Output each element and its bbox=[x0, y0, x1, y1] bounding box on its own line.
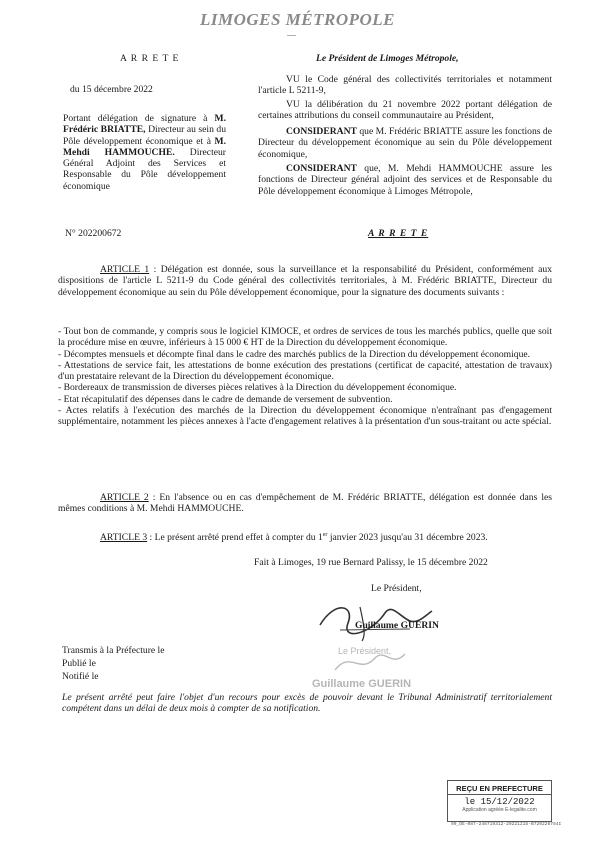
list-item: - Bordereaux de transmission de diverses pièces relatives à la Direction du développement économique. bbox=[58, 382, 457, 394]
list-item: - Actes relatifs à l'exécution des marchés de la Direction du développement économique n'entraînant pas d'engagement supplémentaire, notamment les pièces annexes à l'acte d'engagement relatives à la présentation d'un sous-traitant ou acte spécial. bbox=[58, 405, 552, 428]
decision-number: N° 202200672 bbox=[65, 228, 122, 239]
decision-date: du 15 décembre 2022 bbox=[70, 84, 153, 95]
vu-deliberation: VU la délibération du 21 novembre 2022 portant délégation de certaines attributions du conseil communautaire au Président, bbox=[258, 99, 552, 122]
list-item: - Tout bon de commande, y compris sous le logiciel KIMOCE, et ordres de services de tous les marchés publics, quelle que soit la procédure mise en œuvre, inférieurs à 15 000 € HT de la Direction du développement économique. bbox=[58, 326, 552, 349]
transmission-notification: Notifié le bbox=[62, 671, 99, 682]
decision-subject bbox=[63, 113, 226, 192]
article-2-label: ARTICLE 2 bbox=[100, 492, 149, 503]
transmission-publication: Publié le bbox=[62, 658, 96, 669]
subject-name-hammouche: M. Mehdi HAMMOUCHE. bbox=[63, 135, 226, 158]
arrete-heading: A R R E T E bbox=[368, 228, 429, 239]
list-item: - Décomptes mensuels et décompte final dans le cadre des marchés publics de la Direction du développement économique. bbox=[58, 348, 531, 360]
signatory-name: Guillaume GUERIN bbox=[355, 620, 439, 631]
stamp-scribble bbox=[330, 640, 410, 680]
article-1-label: ARTICLE 1 bbox=[100, 264, 150, 275]
president-title: Le Président de Limoges Métropole, bbox=[316, 53, 459, 64]
article-3: ARTICLE 3 : Le présent arrêté prend effet à compter du 1er janvier 2023 jusqu'au 31 décembre 2023. bbox=[100, 532, 488, 544]
header-divider: — bbox=[287, 30, 296, 40]
subject-part-3: Directeur Général Adjoint des Services et Responsable du Pôle développement économique bbox=[63, 146, 226, 192]
list-item: - Attestations de service fait, les attestations de bonne exécution des prestations (certificat de capacité, attestation de travaux) d'un prestataire relevant de la Direction du développement économique. bbox=[58, 359, 552, 383]
article-3-label: ARTICLE 3 bbox=[100, 532, 148, 544]
article-1-text: : Délégation est donnée, sous la surveillance et la responsabilité du Président, conformément aux dispositions de l'article L 5211-9 du Code général des collectivités territoriales, à M. Frédéric BRIATTE, Directeur du développement économique au sein du Pôle développement économique, pour la signature des documents suivants : bbox=[58, 264, 552, 298]
stamp-title: REÇU EN PREFECTURE bbox=[448, 784, 551, 795]
article-2 bbox=[58, 492, 552, 515]
arrete-title: A R R E T E bbox=[120, 53, 180, 64]
article-2-text: : En l'absence ou en cas d'empêchement de M. Frédéric BRIATTE, délégation est donnée dans les mêmes conditions à M. Mehdi HAMMOUCHE. bbox=[58, 492, 552, 515]
subject-part-2: Directeur au sein du Pôle développement économique et à bbox=[63, 124, 226, 147]
stamp-role: Le Président, bbox=[338, 646, 392, 656]
stamp-name: Guillaume GUERIN bbox=[312, 678, 412, 690]
stamp-id: 99_DE-087-248719312-20221215-B720226784I bbox=[451, 822, 562, 827]
prefecture-stamp bbox=[447, 780, 552, 822]
signatory-role: Le Président, bbox=[371, 583, 422, 594]
organization-header: LIMOGES MÉTROPOLE bbox=[199, 10, 396, 29]
document-list bbox=[58, 326, 552, 428]
considerant-briatte: CONSIDERANT que M. Frédéric BRIATTE assure les fonctions de Directeur du développement économique au sein du Pôle développement économique, bbox=[258, 126, 552, 160]
stamp-date: le 15/12/2022 bbox=[464, 797, 535, 807]
stamp-app: Application agréée E-legalite.com bbox=[462, 807, 537, 813]
considerant-hammouche: CONSIDERANT que, M. Mehdi HAMMOUCHE assure les fonctions de Directeur général adjoint des services et de Responsable du Pôle développement économique à Limoges Métropole, bbox=[258, 163, 552, 197]
list-item: - Etat récapitulatif des dépenses dans le cadre de demande de versement de subvention. bbox=[58, 393, 393, 405]
subject-part-1: Portant délégation de signature à bbox=[63, 113, 208, 124]
vu-code: VU le Code général des collectivités territoriales et notamment l'article L 5211-9, bbox=[258, 74, 552, 97]
article-1 bbox=[58, 264, 552, 298]
recours-notice: Le présent arrêté peut faire l'objet d'un recours pour excès de pouvoir devant le Tribunal Administratif territorialement compétent dans un délai de deux mois à compter de sa notification. bbox=[62, 692, 552, 715]
transmission-prefecture: Transmis à la Préfecture le bbox=[62, 645, 165, 656]
place-date: Fait à Limoges, 19 rue Bernard Palissy, le 15 décembre 2022 bbox=[254, 557, 488, 568]
subject-name-briatte: M. Frédéric BRIATTE, bbox=[63, 113, 226, 136]
